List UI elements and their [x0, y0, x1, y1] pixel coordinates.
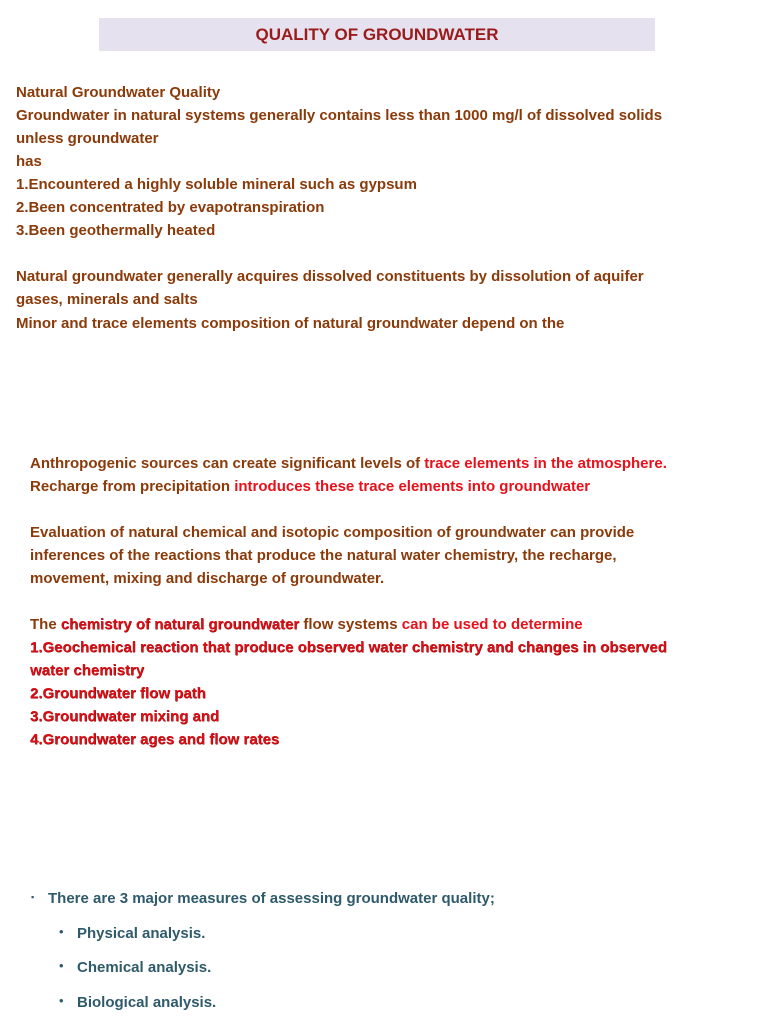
anthropogenic-highlight: trace elements in the atmosphere. — [424, 455, 667, 472]
section1-para2-line1: Natural groundwater generally acquires dissolved constituents by dissolution of aquifer — [16, 268, 644, 285]
measure-physical: Physical analysis. — [77, 925, 206, 942]
determine-item-4: 4.Groundwater ages and flow rates — [30, 731, 280, 748]
title-bar — [99, 18, 655, 51]
section1-line2: unless groundwater — [16, 130, 159, 147]
section1-item-3: 3.Been geothermally heated — [16, 222, 216, 239]
section1-para3: Minor and trace elements composition of natural groundwater depend on the — [16, 315, 565, 332]
measures-heading: There are 3 major measures of assessing groundwater quality; — [48, 890, 495, 907]
anthropogenic-line — [30, 454, 667, 474]
section1-heading: Natural Groundwater Quality — [16, 84, 221, 101]
bullet-dot-icon: • — [59, 924, 64, 939]
recharge-line — [30, 477, 590, 497]
section1-item-2: 2.Been concentrated by evapotranspiration — [16, 199, 325, 216]
section1-line1: Groundwater in natural systems generally contains less than 1000 mg/l of dissolved solids — [16, 107, 663, 124]
chemistry-line — [30, 615, 583, 635]
recharge-text: Recharge from precipitation — [30, 478, 235, 495]
evaluation-line1: Evaluation of natural chemical and isotopic composition of groundwater can provide — [30, 524, 635, 541]
bullet-dot-icon: • — [59, 993, 64, 1008]
determine-item-2: 2.Groundwater flow path — [30, 685, 206, 702]
chemistry-text-c: flow systems — [299, 616, 402, 633]
determine-item-1: 1.Geochemical reaction that produce observed water chemistry and changes in observed — [30, 639, 667, 656]
measure-biological: Biological analysis. — [77, 994, 217, 1011]
bullet-dot-icon: • — [59, 958, 64, 973]
square-bullet-icon: ▪ — [31, 892, 35, 902]
determine-item-1-cont: water chemistry — [30, 662, 145, 679]
measure-chemical: Chemical analysis. — [77, 959, 212, 976]
section1-item-1: 1.Encountered a highly soluble mineral such as gypsum — [16, 176, 417, 193]
chemistry-determine: can be used to determine — [401, 616, 583, 633]
page-title: QUALITY OF GROUNDWATER — [255, 24, 499, 44]
anthropogenic-text: Anthropogenic sources can create significant levels of — [30, 455, 425, 472]
section1-line3: has — [16, 153, 42, 170]
determine-item-3: 3.Groundwater mixing and — [30, 708, 220, 725]
evaluation-line3: movement, mixing and discharge of groundwater. — [30, 570, 385, 587]
chemistry-text-a: The — [30, 616, 61, 633]
recharge-highlight: introduces these trace elements into groundwater — [234, 478, 591, 495]
chemistry-highlight: chemistry of natural groundwater — [60, 616, 300, 633]
section1-para2-line2: gases, minerals and salts — [16, 291, 198, 308]
evaluation-line2: inferences of the reactions that produce the natural water chemistry, the recharge, — [30, 547, 617, 564]
